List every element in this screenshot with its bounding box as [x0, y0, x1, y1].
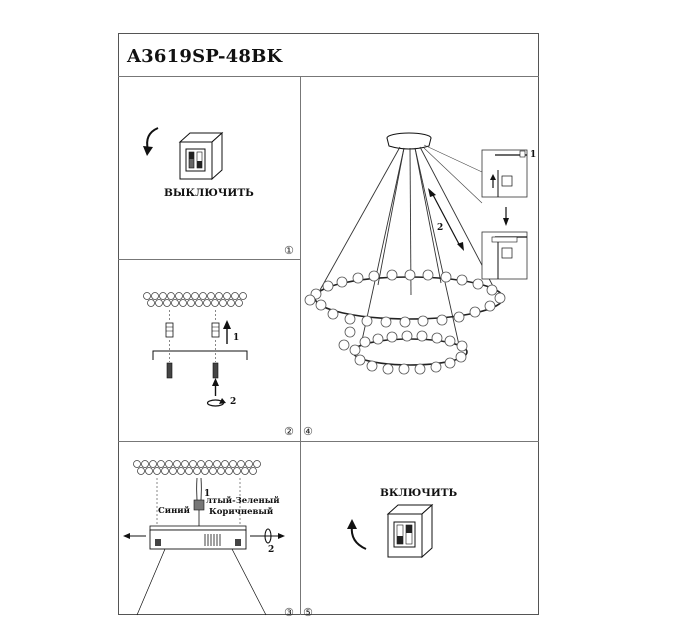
- step-number-2: ②: [284, 425, 294, 438]
- switch-on-caption: ВКЛЮЧИТЬ: [380, 487, 458, 499]
- wire-label-blue: Синий: [158, 506, 190, 516]
- step-number-1: ①: [284, 244, 294, 257]
- wire-label-yellow-green: лтый-Зеленый: [206, 496, 280, 506]
- model-title: A3619SP-48BK: [127, 46, 283, 67]
- detail-number: 1: [530, 150, 537, 160]
- wiring-number-1: 1: [204, 489, 211, 499]
- wire-label-brown: Коричневый: [209, 507, 274, 517]
- step-number-3: ③: [284, 606, 294, 619]
- assembly-arrow-number: 2: [437, 223, 444, 233]
- switch-off-caption: ВЫКЛЮЧИТЬ: [164, 187, 254, 199]
- step-number-4: ④: [303, 425, 313, 438]
- step-number-5: ⑤: [303, 606, 313, 619]
- mount-arrow-up-number: 1: [233, 333, 240, 343]
- mount-rotate-number: 2: [230, 397, 237, 407]
- wiring-number-2: 2: [268, 545, 275, 555]
